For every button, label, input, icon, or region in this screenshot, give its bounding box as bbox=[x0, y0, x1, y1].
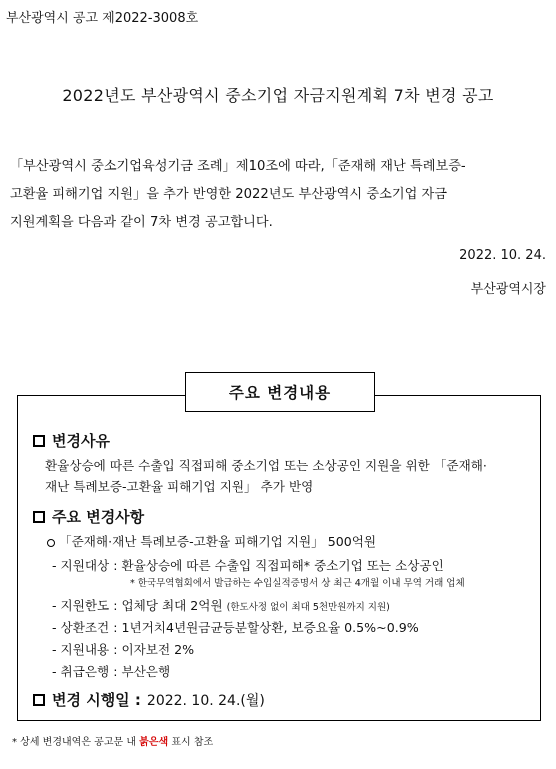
notice-number: 부산광역시 공고 제2022-3008호 bbox=[6, 11, 199, 26]
changes-item bbox=[47, 531, 376, 550]
checkbox-icon bbox=[33, 511, 45, 523]
page-title: 2022년도 부산광역시 중소기업 자금지원계획 7차 변경 공고 bbox=[62, 86, 494, 105]
issuer: 부산광역시장 bbox=[470, 282, 546, 297]
reason-heading-label: 변경사유 bbox=[52, 432, 110, 450]
body-line-3: 지원계획을 다음과 같이 7차 변경 공고합니다. bbox=[10, 215, 273, 230]
repayment-terms: - 상환조건 : 1년거치4년원금균등분할상환, 보증요율 0.5%~0.9% bbox=[52, 620, 419, 635]
reason-heading bbox=[33, 430, 110, 451]
body-line-2: 고환율 피해기업 지원」을 추가 반영한 2022년도 부산광역시 중소기업 자금 bbox=[10, 187, 447, 202]
changes-box-title-frame bbox=[185, 372, 375, 412]
changes-heading-label: 주요 변경사항 bbox=[52, 508, 145, 526]
support-limit bbox=[52, 595, 390, 614]
footnote-text-post: 표시 참조 bbox=[168, 737, 214, 748]
support-content: - 지원내용 : 이자보전 2% bbox=[52, 642, 195, 657]
effective-date-row bbox=[33, 689, 265, 710]
checkbox-icon bbox=[33, 694, 45, 706]
handling-bank: - 취급은행 : 부산은행 bbox=[52, 664, 171, 679]
footnote-text-pre: * 상세 변경내역은 공고문 내 bbox=[12, 737, 140, 748]
support-limit-note: (한도사정 없이 최대 5천만원까지 지원) bbox=[226, 602, 390, 613]
footnote-red-highlight: 붉은색 bbox=[139, 737, 169, 748]
reason-line-1: 환율상승에 따른 수출입 직접피해 중소기업 또는 소상공인 지원을 위한 「준재해· bbox=[45, 458, 487, 473]
footnote bbox=[12, 733, 213, 748]
reason-line-2: 재난 특례보증-고환율 피해기업 지원」 추가 반영 bbox=[45, 479, 314, 494]
support-target: - 지원대상 : 환율상승에 따른 수출입 직접피해* 중소기업 또는 소상공인 bbox=[52, 558, 444, 573]
announcement-date: 2022. 10. 24. bbox=[459, 248, 546, 263]
checkbox-icon bbox=[33, 435, 45, 447]
effective-date-value: 2022. 10. 24.(월) bbox=[146, 692, 265, 709]
body-line-1: 「부산광역시 중소기업육성기금 조례」제10조에 따라,「준재해 재난 특례보증- bbox=[10, 159, 466, 174]
changes-heading bbox=[33, 506, 144, 527]
support-limit-main: - 지원한도 : 업체당 최대 2억원 bbox=[52, 598, 223, 613]
changes-box-title: 주요 변경내용 bbox=[228, 384, 332, 402]
changes-item-label: 「준재해·재난 특례보증-고환율 피해기업 지원」 500억원 bbox=[59, 534, 377, 549]
support-target-note: * 한국무역협회에서 발급하는 수입실적증명서 상 최근 4개월 이내 무역 거래 업체 bbox=[130, 578, 465, 589]
effective-date-heading: 변경 시행일 : bbox=[52, 691, 141, 709]
circle-bullet-icon bbox=[47, 539, 55, 547]
